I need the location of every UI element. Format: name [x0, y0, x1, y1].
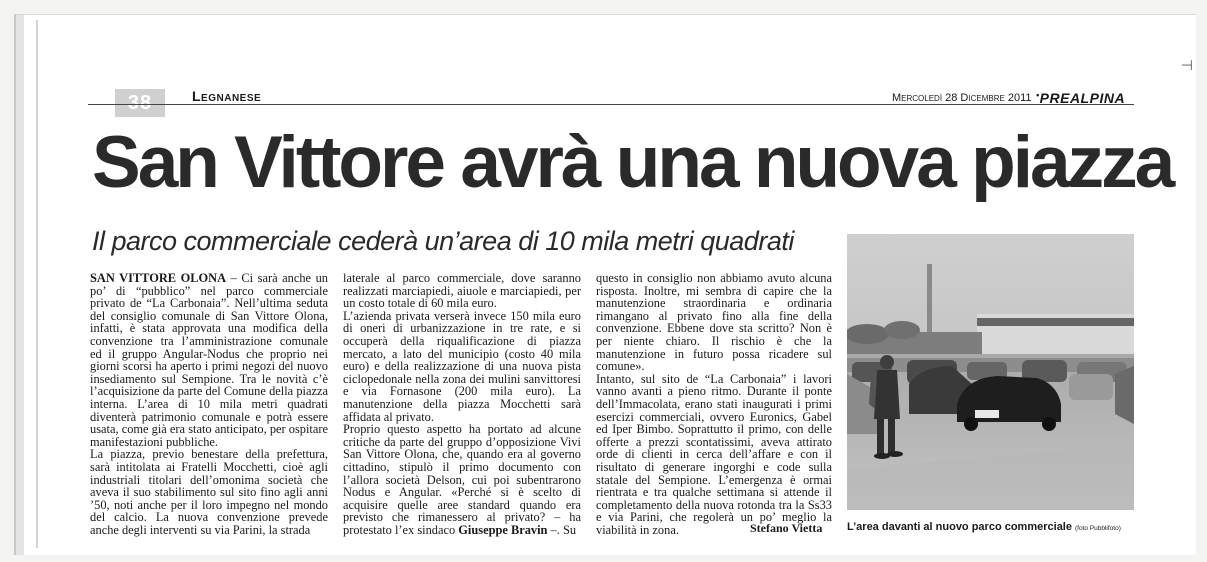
issue-date: Mercoledì 28 Dicembre 2011 — [892, 92, 1032, 104]
section-name: Legnanese — [192, 88, 262, 104]
subtitle: Il parco commerciale cederà un’area di 10 mila metri quadrati — [92, 226, 794, 256]
dateline: SAN VITTORE OLONA — [90, 271, 227, 285]
article-column-1 — [90, 272, 328, 536]
header-rule — [88, 104, 1134, 105]
article-photo — [847, 234, 1134, 510]
person-name: Giuseppe Bravin — [458, 522, 548, 537]
paragraph: Proprio questo aspetto ha portato ad alcune critiche da parte del gruppo d’opposizione Vivi San Vittore Olona, che, quando era al governo cittadino, stipulò il primo documento con l’allora società Delson, cui poi subentrarono Nodus e Angular. «Perché si è scelto di acquisire quelle aree standard quando era previsto che rimanessero al privato? – ha protestato l’ex sindaco Giuseppe Bravin –. Su — [343, 422, 581, 537]
paragraph: laterale al parco commerciale, dove saranno realizzati marciapiedi, aiuole e marciapiedi, per un costo totale di 60 mila euro. — [343, 271, 581, 311]
headline: San Vittore avrà una nuova piazza — [92, 122, 1173, 203]
photo-caption: L’area davanti al nuovo parco commerciale (foto Pubblifoto) — [847, 521, 1121, 533]
article-column-3 — [596, 272, 832, 536]
paragraph: questo in consiglio non abbiamo avuto alcuna risposta. Inoltre, mi sembra di capire che la manutenzione straordinaria e ordinaria rimangano al privato fino alla fine della convenzione. Ebbene dove sta scritto? Non è per niente chiaro. Il rischio è che la manutenzione in futuro possa ricadere sul comune». — [596, 271, 832, 374]
crop-mark: ⊣ — [1180, 58, 1193, 74]
photo-credit: (foto Pubblifoto) — [1074, 525, 1121, 532]
author-byline: Stefano Vietta — [750, 521, 823, 535]
paragraph: L’azienda privata verserà invece 150 mila euro di oneri di urbanizzazione in tre rate, e si occuperà della riqualificazione di piazza mercato, a lato del municipio (costo 40 mila euro) e della realizzazione di una nuova pista ciclopedonale nella zona dei mulini sanvittoresi e via Fornasone (200 mila euro). La manutenzione della piazza Mocchetti sarà affidata al privato. — [343, 308, 581, 424]
paragraph: Intanto, sul sito de “La Carbonaia” i lavori vanno avanti a pieno ritmo. Durante il ponte dell’Immacolata, erano stati inaugurati i primi esercizi commerciali, ovvero Euronics, Gabel ed Iper Bimbo. Soprattutto il primo, con delle offerte a prezzi scontatissimi, aveva attirato orde di clienti in cerca dell’affare e con il risultato di generare ingorghi e code sulla statale del Sempione. L’emergenza è ormai rientrata e tra qualche settimana si attende il completamento della nuova rotonda tra la Ss33 e via Parini, che regolerà un po’ meglio la viabilità in zona. — [596, 371, 832, 537]
page-number: 38 — [115, 89, 165, 117]
newspaper-masthead: •PREALPINA — [1036, 90, 1126, 106]
article-column-2 — [343, 272, 581, 536]
paragraph: SAN VITTORE OLONA – Ci sarà anche un po’ di “pubblico” nel parco commerciale privato de “La Carbonaia”. Nell’ultima seduta del consiglio comunale di San Vittore Olona, infatti, è stata approvata una modifica della convenzione tra l’amministrazione comunale ed il gruppo Angular-Nodus che proprio nei giorni scorsi ha aperto i primi negozi del nuovo insediamento sul Sempione. Tra le novità c’è l’acquisizione da parte del Comune della piazza interna. L’area di 10 mila metri quadrati diventerà patrimonio comunale e potrà essere usata, come già era stato anticipato, per ospitare manifestazioni pubbliche. — [90, 271, 329, 449]
paragraph: La piazza, previo benestare della prefettura, sarà intitolata ai Fratelli Mocchetti, cioè agli industriali titolari dell’omonima società che aveva il suo stabilimento sul sito fino agli anni ’50, noti anche per il loro impegno nel mondo del calcio. La nuova convenzione prevede anche degli interventi su via Parini, la strada — [90, 447, 328, 537]
